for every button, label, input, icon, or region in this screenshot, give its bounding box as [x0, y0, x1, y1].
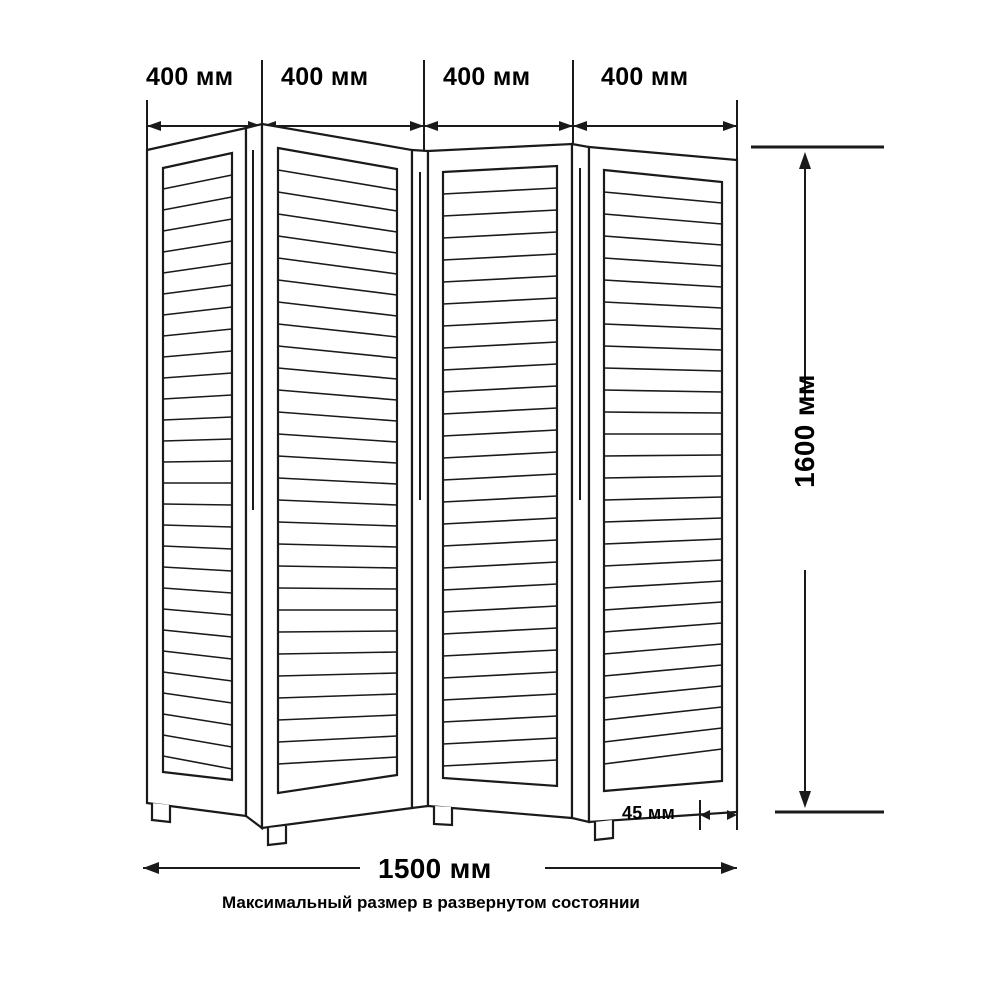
top-dimension-label-1: 400 мм	[146, 63, 234, 91]
depth-dimension-label: 45 мм	[622, 803, 676, 823]
panel-4	[589, 147, 737, 840]
panel-2	[262, 124, 412, 845]
hinge-post-2	[412, 150, 428, 808]
hinge-post-1	[246, 124, 262, 828]
top-dimension-label-4: 400 мм	[601, 63, 689, 91]
top-dimension-label-2: 400 мм	[281, 63, 369, 91]
width-dimension-label: 1500 мм	[378, 853, 492, 884]
hinge-post-3	[572, 144, 589, 822]
top-dimension-label-3: 400 мм	[443, 63, 531, 91]
diagram-caption: Максимальный размер в развернутом состоянии	[222, 893, 640, 912]
panel-1	[147, 128, 246, 822]
panel-3	[428, 144, 572, 825]
height-dimension-label: 1600 мм	[789, 374, 820, 488]
